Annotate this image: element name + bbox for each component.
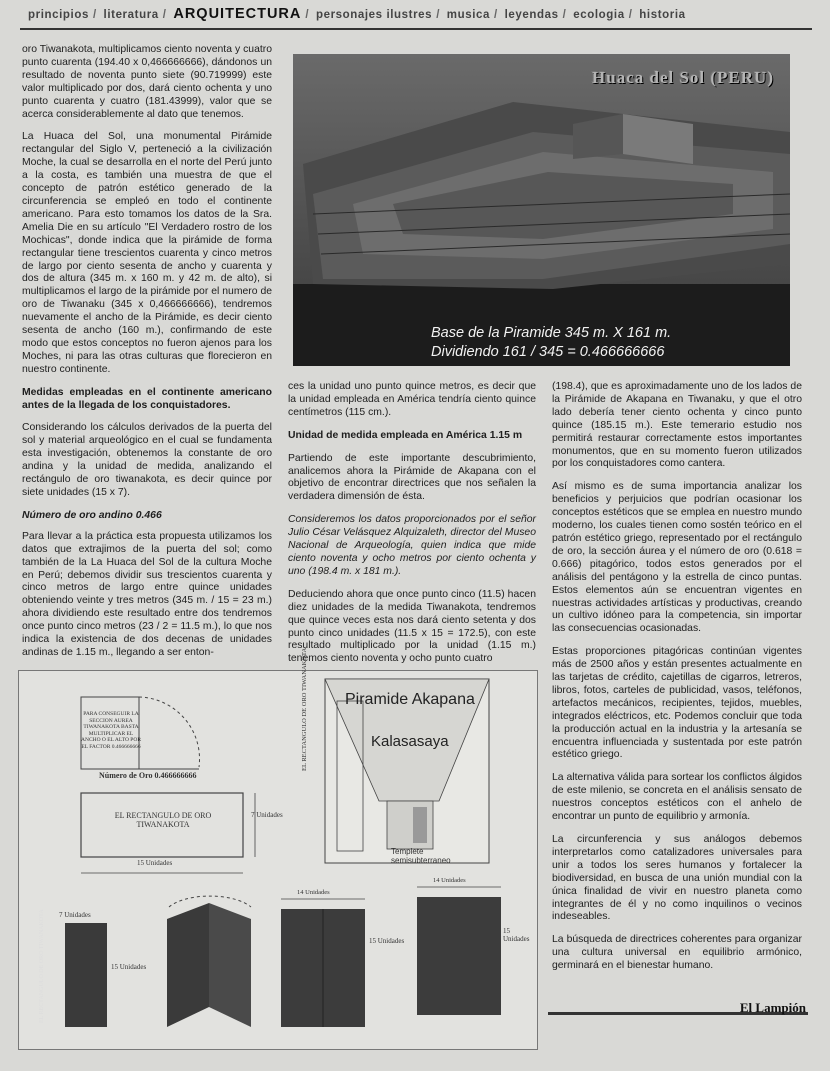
publication-logo: El Lampión <box>739 1000 806 1015</box>
col2-paragraph: Deduciendo ahora que once punto cinco (11.5) hacen diez unidades de la medida Tiwanakota, tendremos que quince veces esta nos dará ciento setenta y dos punto cinco unidades (11.5 x 15 = 172.5), con este resultado multiplicado por la unidad (1.15 m.) tenemos ciento noventa y ocho punto cuatro <box>288 588 536 665</box>
col2-paragraph: Partiendo de este importante descubrimiento, analicemos ahora la Pirámide de Akapana con el objetivo de encontrar directrices que nos señalen la verdadera dimensión de ésta. <box>288 452 536 503</box>
nav-item-historia[interactable]: historia <box>639 9 686 21</box>
bottom-fifteen-units-label: 15 Unidades <box>111 963 147 971</box>
col3-paragraph: Así mismo es de suma importancia analizar los beneficios y perjuicios que podrían ocasionar los conceptos estéticos que se emplea en nuestro mundo moderno, los cuales tienen como sostén teórico en el patrón estético griego, representado por el rectángulo de oro, la sección áurea y el número de oro (0.618 = 0.666) pitagórico, todos estos generados por el análisis del pentágono y la estrella de cinco puntas. Estos elementos aún se encuentran vigentes en nuestras actividades artísticas y productivas, creando un cultivo idóneo para la competencia, sin importar las consecuencias ocasionadas. <box>552 481 802 635</box>
col1-subheading: Número de oro andino 0.466 <box>22 509 162 521</box>
golden-rectangle-diagram <box>18 647 538 1050</box>
col2-paragraph: Consideremos los datos proporcionados por el señor Julio César Velásquez Alquizaleth, director del Museo Nacional de Arqueología, quien indica que mide ciento noventa y ocho metros por ciento ochenta y uno (198.4 m. x 181 m.). <box>288 514 536 577</box>
col3-paragraph: (198.4), que es aproximadamente uno de los lados de la Pirámide de Akapana en Tiwanaku, y que el otro lado debería tener ciento ochenta y cinco punto quince (185.15 m.). Este temerario estudio nos permitirá restaurar correctamente estos importantes monumentos, que en su momento fueron utilizados por los conquistadores como cantera. <box>552 381 802 470</box>
huaca-del-sol-photo <box>293 54 790 366</box>
col3-paragraph: La circunferencia y sus análogos debemos interpretarlos como catalizadores universales para unir a todos los seres humanos y fortalecer la biodiversidad, en busca de una unión mundial con la única finalidad de vivir en nuestro planeta como integrantes de él y no como inquilinos o vecinos indeseables. <box>552 834 802 923</box>
golden-number-label: Número de Oro 0.466666666 <box>99 771 197 780</box>
photo-caption-2: Dividiendo 161 / 345 = 0.466666666 <box>431 344 665 360</box>
kalasasaya-label: Kalasasaya <box>371 733 449 750</box>
templete-label: Templete semisubterraneo <box>391 847 451 865</box>
col1-paragraph: oro Tiwanakota, multiplicamos ciento noventa y cuatro punto cuarenta (194.40 x 0,466666666), dándonos un resultado de noventa punto siete (90.719999) este valor multiplicado por dos, dará ciento ochenta y uno punto cuarenta y cuatro (181.43999), valor que se acerca considerablemente al dato que tenemos. <box>22 44 272 120</box>
column-1 <box>22 44 272 670</box>
col1-paragraph: La Huaca del Sol, una monumental Pirámide rectangular del Siglo V, perteneció a la civilización Moche, la cual se desarrolla en el norte del Perú junto a la costa, es también una muestra de que el concepto de patrón estético generado de la circunferencia se empleó en todo el continente americano. Para esto tomamos los datos de la Sra. Amelia Die en su artículo "El Verdadero rostro de los Mochicas", donde indica que la pirámide de forma rectangular tiene trescientos cuarenta y cinco metros de largo por ciento sesenta de ancho y cuarenta y dos de altura (345 m. x 160 m. y 42 m. de alto), si multiplicamos el largo de la pirámide por el numero de oro de Tiwanaku (345 x 0,466666666), tendremos nuevamente el ancho de la Pirámide, es decir ciento sesenta de ancho (160 m.), confirmando de este modo que estos conceptos no fueron ajenos para los Moches, ni para las otras culturas que florecieron en nuestro continente. <box>22 131 272 375</box>
pyramid-illustration <box>293 54 790 366</box>
section-nav: principios / literatura / ARQUITECTURA / personajes ilustres / musica / leyendas / ecologia / historia <box>28 6 686 22</box>
fifteen-units-label: 15 Unidades <box>137 859 173 867</box>
nav-item-musica[interactable]: musica <box>446 9 491 21</box>
vertical-rectangle-label: EL RECTANGULO DE ORO TIWANAKOTA <box>301 647 308 771</box>
col1-paragraph: Considerando los cálculos derivados de la puerta del sol y material arqueológico en el cual se fundamenta esta investigación, obtenemos la constante de oro andina y la unidad de medida, analizando el rectángulo de oro tiwanakota, es decir quince por siete unidades (15 x 7). <box>22 422 272 498</box>
nav-item-ecologia[interactable]: ecologia <box>573 9 625 21</box>
fourteen-units-label-1: 14 Unidades <box>297 889 330 896</box>
fourteen-units-label-2: 14 Unidades <box>433 877 466 884</box>
nav-item-arquitectura[interactable]: ARQUITECTURA <box>173 6 302 22</box>
bottom-fifteen-units-label-3: 15 Unidades <box>503 927 530 943</box>
seven-units-label: 7 Unidades <box>251 811 283 819</box>
bottom-fifteen-units-label-2: 15 Unidades <box>369 937 405 945</box>
golden-section-note: PARA CONSEGUIR LA SECCION AUREA TIWANAKOTA BASTA MULTIPLICAR EL ANCHO O EL ALTO POR EL FACTOR 0.466666666 <box>81 711 141 750</box>
col1-paragraph: Para llevar a la práctica esta propuesta utilizamos los datos que extrajimos de la puerta del sol; como también de la La Huaca del Sol de la cultura Moche en Perú; debemos dividir sus trescientos cuarenta y cinco metros de largo entre quince unidades obteniendo veinte y tres metros (345 m. / 15 = 23 m.) ahora dividiendo este resultado entre dos tendremos once punto cinco metros (23 / 2 = 11.5 m.), lo que nos indica la existencia de dos decenas de unidades andinas de 1.15 m., llegando a ser enton- <box>22 530 272 658</box>
nav-item-leyendas[interactable]: leyendas <box>504 9 559 21</box>
nav-item-personajes-ilustres[interactable]: personajes ilustres <box>315 9 433 21</box>
column-3 <box>552 381 802 983</box>
col1-heading: Medidas empleadas en el continente americano antes de la llegada de los conquistadores. <box>22 386 272 411</box>
col3-paragraph: La búsqueda de directrices coherentes para organizar una cultura universal en equilibrio armónico, germinará en el bienestar humano. <box>552 934 802 972</box>
photo-title: Huaca del Sol (PERU) <box>592 68 774 87</box>
small-rectangle-label: EL RECTANGULO DE ORO TIWANAKOTA <box>39 909 45 1023</box>
pyramid-akapana-label: Piramide Akapana <box>345 691 475 708</box>
col2-paragraph: ces la unidad uno punto quince metros, es decir que la unidad empleada en América tendría ciento quince centímetros (115 cm.). <box>288 381 536 418</box>
col2-heading: Unidad de medida empleada en América 1.15 m <box>288 429 523 441</box>
photo-caption-1: Base de la Piramide 345 m. X 161 m. <box>431 325 672 341</box>
column-2 <box>288 381 536 676</box>
col3-paragraph: Estas proporciones pitagóricas continúan vigentes más de 2500 años y están presentes actualmente en las tarjetas de crédito, cajetillas de cigarros, letreros, libros, fotos, carteles de publicidad, vasos, teléfonos, artefactos mecánicos, recipientes, tejidos, muebles, integrados eléctricos, etc. Podemos concluir que toda la producción actual en la industria y la artesanía se encuentra influenciada y sustentada por este patrón estético griego. <box>552 646 802 761</box>
top-rule <box>20 28 812 30</box>
nav-item-literatura[interactable]: literatura <box>103 9 159 21</box>
col3-paragraph: La alternativa válida para sortear los conflictos álgidos de este milenio, se concreta en el análisis sensato de nuestros conceptos estéticos con el anhelo de encontrar un punto de equilibrio y armonía. <box>552 772 802 823</box>
bottom-seven-units-label: 7 Unidades <box>59 911 91 919</box>
golden-rectangle-label: EL RECTANGULO DE ORO TIWANAKOTA <box>114 811 212 829</box>
nav-item-principios[interactable]: principios <box>28 9 89 21</box>
